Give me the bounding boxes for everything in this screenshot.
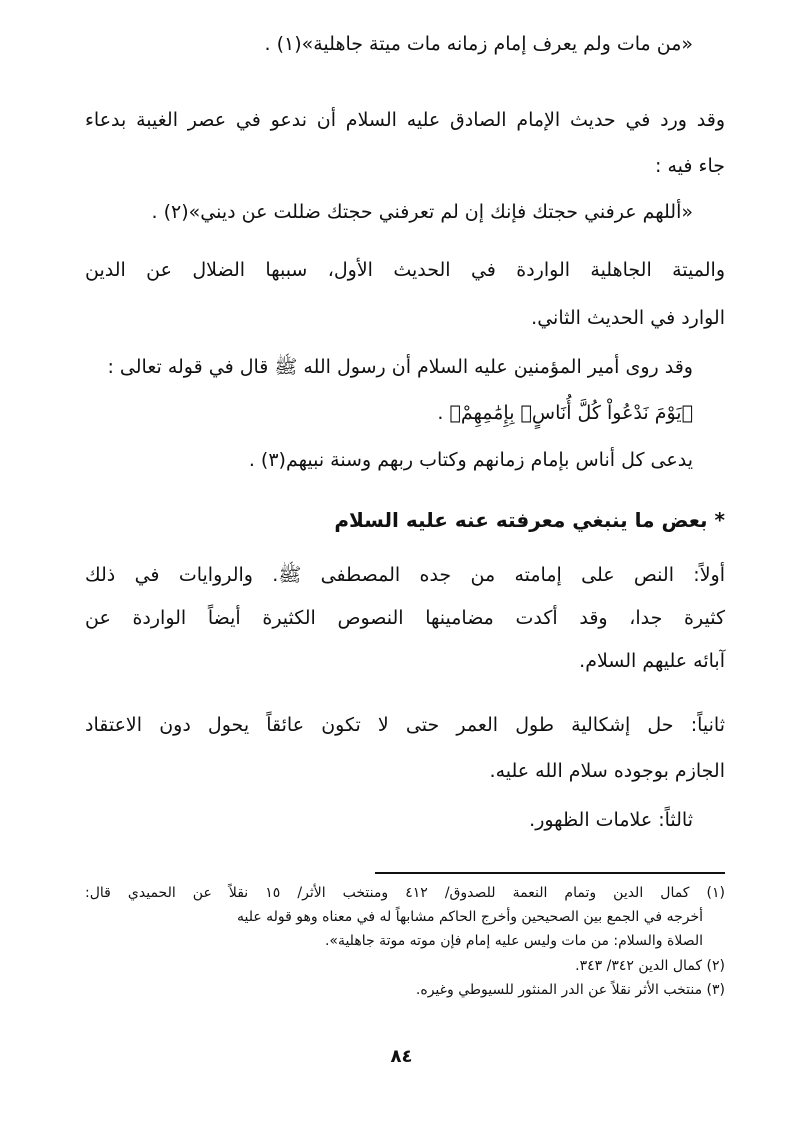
text-line: ثالثاً: علامات الظهور. [529, 809, 693, 831]
footnote-line: (٢) كمال الدين ٣٤٢/ ٣٤٣. [575, 958, 725, 974]
text-line: والميتة الجاهلية الواردة في الحديث الأول، سببها الضلال عن الدين [85, 259, 725, 281]
text-line: «أللهم عرفني حجتك فإنك إن لم تعرفني حجتك ضللت عن ديني»(٢) . [151, 201, 693, 223]
page-number: ٨٤ [390, 1046, 413, 1067]
text-line: الجازم بوجوده سلام الله عليه. [489, 760, 725, 782]
text-line: آبائه عليهم السلام. [579, 650, 725, 672]
text-line: كثيرة جدا، وقد أكدت مضامينها النصوص الكثيرة أيضاً الواردة عن [85, 607, 725, 629]
footnote-line: أخرجه في الجمع بين الصحيحين وأخرج الحاكم مشابهاً له في معناه وهو قوله عليه [236, 909, 703, 925]
text-line: ثانياً: حل إشكالية طول العمر حتى لا تكون عائقاً يحول دون الاعتقاد [85, 714, 725, 736]
footnote-line: (٣) منتخب الأثر نقلاً عن الدر المنثور للسيوطي وغيره. [415, 982, 725, 998]
text-line: يدعى كل أناس بإمام زمانهم وكتاب ربهم وسنة نبيهم(٣) . [248, 449, 693, 471]
text-line: أولاً: النص على إمامته من جده المصطفى ﷺ. والروايات في ذلك [85, 564, 725, 586]
footnote-line: (١) كمال الدين وتمام النعمة للصدوق/ ٤١٢ ومنتخب الأثر/ ١٥ نقلاً عن الحميدي قال: [85, 885, 725, 901]
text-line: «من مات ولم يعرف إمام زمانه مات ميتة جاهلية»(١) . [264, 33, 693, 55]
text-line: وقد روى أمير المؤمنين عليه السلام أن رسول الله ﷺ قال في قوله تعالى : [107, 356, 693, 378]
text-line: وقد ورد في حديث الإمام الصادق عليه السلام أن ندعو في عصر الغيبة بدعاء [85, 109, 725, 131]
footnote-line: الصلاة والسلام: من مات وليس عليه إمام فإن موته موتة جاهلية». [324, 933, 703, 949]
quran-verse: ﴿يَوْمَ نَدْعُواْ كُلَّ أُنَاسٍۭ بِإِمَٰمِهِمْ﴾ . [437, 402, 693, 424]
footnote-divider [375, 872, 725, 874]
text-line: الوارد في الحديث الثاني. [531, 307, 725, 329]
section-heading: * بعض ما ينبغي معرفته عنه عليه السلام [334, 508, 725, 532]
text-line: جاء فيه : [655, 155, 725, 177]
